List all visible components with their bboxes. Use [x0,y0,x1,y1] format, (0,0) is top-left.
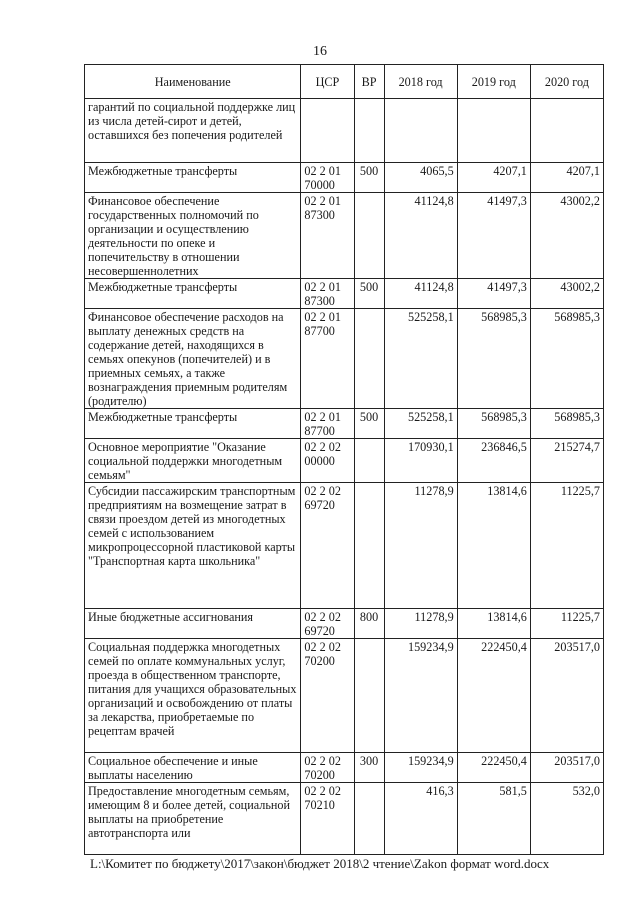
row-name: гарантий по социальной поддержке лиц из числа детей-сирот и детей, оставшихся без попечения родителей [85,99,301,163]
row-2018: 159234,9 [384,753,457,783]
row-2019 [457,99,530,163]
row-vr [354,309,384,409]
row-vr [354,439,384,483]
row-2019: 222450,4 [457,639,530,753]
table-row [85,409,604,439]
row-name: Социальная поддержка многодетных семей по оплате коммунальных услуг, проезда в общественном транспорте, питания для учащихся образовательных организаций и освобождению от платы за лекарства, приобретаемые по рецептам врачей [85,639,301,753]
table-row [85,483,604,609]
row-vr: 500 [354,279,384,309]
row-name: Финансовое обеспечение расходов на выплату денежных средств на содержание детей, находящихся в семьях опекунов (попечителей) и в приемных семьях, а также вознаграждения приемным родителям (родителю) [85,309,301,409]
row-2020: 43002,2 [530,193,603,279]
row-vr [354,783,384,855]
row-name: Межбюджетные трансферты [85,279,301,309]
row-2018: 11278,9 [384,483,457,609]
budget-table [84,64,604,855]
row-csr: 02 2 01 87300 [301,279,354,309]
row-name: Финансовое обеспечение государственных полномочий по организации и осуществлению деятельности по опеке и попечительству в отношении несовершеннолетних [85,193,301,279]
row-2020: 43002,2 [530,279,603,309]
table-row [85,783,604,855]
table-row [85,439,604,483]
row-name: Межбюджетные трансферты [85,409,301,439]
row-2020: 203517,0 [530,753,603,783]
row-vr: 800 [354,609,384,639]
table-row [85,99,604,163]
row-vr: 500 [354,163,384,193]
table-row [85,279,604,309]
row-2019: 581,5 [457,783,530,855]
row-2018: 11278,9 [384,609,457,639]
table-row [85,163,604,193]
row-vr [354,99,384,163]
row-2020: 215274,7 [530,439,603,483]
row-2020: 568985,3 [530,309,603,409]
row-2018: 159234,9 [384,639,457,753]
row-vr: 500 [354,409,384,439]
footer-file-path: L:\Комитет по бюджету\2017\закон\бюджет 2018\2 чтение\Zakon формат word.docx [90,856,550,871]
row-2019: 4207,1 [457,163,530,193]
row-csr: 02 2 02 00000 [301,439,354,483]
header-2019: 2019 год [457,65,530,99]
row-2019: 13814,6 [457,483,530,609]
header-2018: 2018 год [384,65,457,99]
row-2018: 525258,1 [384,309,457,409]
row-2020: 11225,7 [530,483,603,609]
row-csr: 02 2 01 87700 [301,309,354,409]
row-2019: 41497,3 [457,193,530,279]
row-name: Субсидии пассажирским транспортным предприятиям на возмещение затрат в связи проездом детей из многодетных семей с использованием микропроцессорной пластиковой карты "Транспортная карта школьника" [85,483,301,609]
row-name: Социальное обеспечение и иные выплаты населению [85,753,301,783]
row-name: Межбюджетные трансферты [85,163,301,193]
header-vr: ВР [354,65,384,99]
row-csr: 02 2 02 70200 [301,753,354,783]
row-csr: 02 2 02 70200 [301,639,354,753]
header-csr: ЦСР [301,65,354,99]
table-row [85,609,604,639]
row-csr: 02 2 01 87700 [301,409,354,439]
row-csr: 02 2 02 70210 [301,783,354,855]
row-2018: 170930,1 [384,439,457,483]
row-name: Иные бюджетные ассигнования [85,609,301,639]
row-vr: 300 [354,753,384,783]
row-csr: 02 2 02 69720 [301,609,354,639]
table-row [85,639,604,753]
row-2020: 11225,7 [530,609,603,639]
table-header-row [85,65,604,99]
row-2020: 203517,0 [530,639,603,753]
row-2020: 568985,3 [530,409,603,439]
row-2020 [530,99,603,163]
row-2020: 4207,1 [530,163,603,193]
row-name: Предоставление многодетным семьям, имеющим 8 и более детей, социальной выплаты на приобретение автотранспорта или [85,783,301,855]
row-2018: 525258,1 [384,409,457,439]
row-2019: 568985,3 [457,409,530,439]
row-csr: 02 2 01 87300 [301,193,354,279]
row-2019: 236846,5 [457,439,530,483]
row-2018: 41124,8 [384,193,457,279]
row-vr [354,483,384,609]
row-2020: 532,0 [530,783,603,855]
row-name: Основное мероприятие "Оказание социальной поддержки многодетным семьям" [85,439,301,483]
header-2020: 2020 год [530,65,603,99]
row-csr: 02 2 01 70000 [301,163,354,193]
page-number: 16 [313,44,327,59]
row-2019: 41497,3 [457,279,530,309]
table-row [85,309,604,409]
row-vr [354,639,384,753]
row-2018 [384,99,457,163]
row-2018: 41124,8 [384,279,457,309]
table-row [85,193,604,279]
row-2018: 4065,5 [384,163,457,193]
row-2019: 568985,3 [457,309,530,409]
table-row [85,753,604,783]
row-vr [354,193,384,279]
header-name: Наименование [85,65,301,99]
row-2019: 222450,4 [457,753,530,783]
row-2018: 416,3 [384,783,457,855]
row-csr: 02 2 02 69720 [301,483,354,609]
row-csr [301,99,354,163]
row-2019: 13814,6 [457,609,530,639]
